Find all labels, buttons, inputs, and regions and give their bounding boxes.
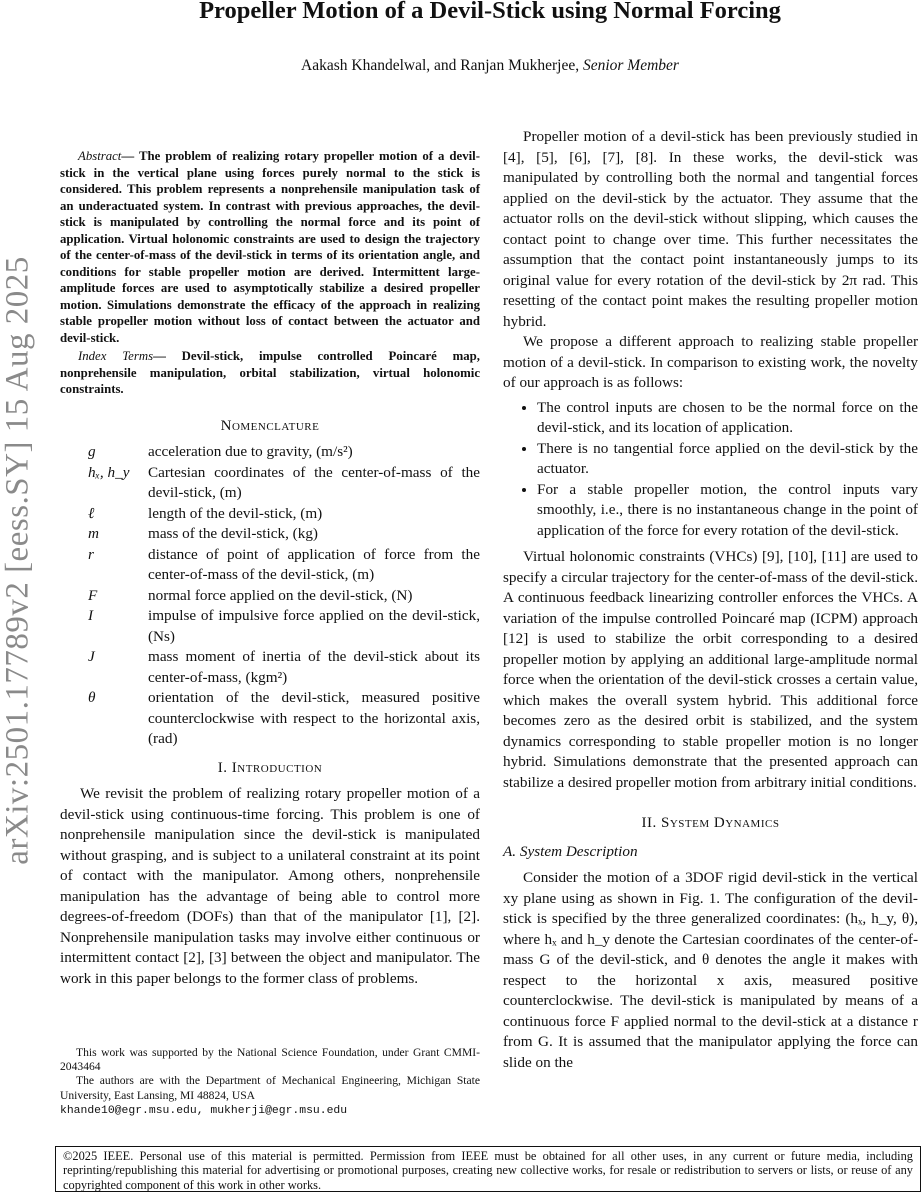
nomenclature-entry: hₓ, h_y Cartesian coordinates of the center-of-mass of the devil-stick, (m) (88, 463, 480, 501)
nomenclature-entry: θ orientation of the devil-stick, measured positive counterclockwise with respect to the horizontal axis, (rad) (88, 689, 480, 747)
system-dynamics-heading: II. System Dynamics (641, 815, 780, 831)
nomenclature-list (60, 442, 480, 750)
nomenclature-entry: I impulse of impulsive force applied on the devil-stick, (Ns) (88, 607, 480, 645)
list-item: • For a stable propeller motion, the control inputs vary smoothly, i.e., there is no instantaneous change in the point of application of the force for every rotation of the devil-stick. (537, 480, 918, 542)
copyright-notice: ©2025 IEEE. Personal use of this material is permitted. Permission from IEEE must be obtained for all other uses, in any current or future media, including reprinting/republishing this material for advertising or promotional purposes, creating new collective works, for resale or redistribution to servers or lists, or reuse of any copyrighted component of this work in other works. (55, 1146, 921, 1192)
author-emails: khande10@egr.msu.edu, mukherji@egr.msu.edu (60, 1104, 348, 1117)
index-terms (60, 348, 480, 398)
intro-paragraph-2: Propeller motion of a devil-stick has been previously studied in [4], [5], [6], [7], [8]. In these works, the devil-stick was manipulated by controlling both the normal and tangential forces applied on the devil-stick by the actuator. They assume that the actuator rolls on the devil-stick without slipping, which causes the contact point to change over time. This further necessitates the assumption that the contact point instantaneously jumps to its original value for every rotation of the devil-stick by 2π rad. This resetting of the contact point makes the resulting propeller motion hybrid. (503, 128, 918, 330)
arxiv-identifier: arXiv:2501.17789v2 [eess.SY] 15 Aug 2025 (0, 255, 36, 865)
affiliation-note: The authors are with the Department of Mechanical Engineering, Michigan State University, East Lansing, MI 48824, USA khande10@egr.msu.edu, mukherji@egr.msu.edu (60, 1074, 480, 1117)
footnotes (60, 1046, 480, 1118)
nomenclature-entry: J mass moment of inertia of the devil-stick about its center-of-mass, (kgm²) (88, 648, 480, 686)
right-column (503, 127, 918, 1073)
author-line (40, 56, 923, 76)
funding-note: This work was supported by the National Science Foundation, under Grant CMMI-2043464 (60, 1046, 480, 1074)
intro-paragraph-1: We revisit the problem of realizing rotary propeller motion of a devil-stick using continuous-time forcing. This problem is one of nonprehensile manipulation since the devil-stick is manipulated without grasping, and is subject to a unilateral constraint at its point of contact with the manipulator. Among others, nonprehensile manipulation has the advantage of being able to control more degrees-of-freedom (DOFs) than that of the manipulator [1], [2]. Nonprehensile manipulation tasks may involve either continuous or intermittent contact [2], [3] between the object and manipulator. The work in this paper belongs to the former class of problems. (60, 785, 480, 987)
paper-title: Propeller Motion of a Devil-Stick using Normal Forcing (199, 0, 781, 24)
nomenclature-entry: F normal force applied on the devil-stick, (N) (88, 586, 413, 604)
subsection-heading: A. System Description (503, 842, 638, 860)
author-role: Senior Member (582, 57, 679, 74)
left-column (60, 148, 480, 989)
nomenclature-entry: m mass of the devil-stick, (kg) (88, 525, 318, 542)
introduction-heading: I. Introduction (217, 759, 323, 776)
nomenclature-heading: Nomenclature (220, 417, 320, 434)
abstract (60, 148, 480, 346)
index-terms-text: — Devil-stick, impulse controlled Poincaré map, nonprehensile manipulation, orbital stabilization, virtual holonomic constraints. (60, 349, 480, 396)
arxiv-sidebar (0, 230, 38, 890)
abstract-label: Abstract (78, 149, 122, 163)
list-item: • There is no tangential force applied on the devil-stick by the actuator. (537, 439, 918, 480)
intro-paragraph-4: Virtual holonomic constraints (VHCs) [9], [10], [11] are used to specify a circular trajectory for the center-of-mass of the devil-stick. A continuous feedback linearizing controller enforces the VHCs. A variation of the impulse controlled Poincaré map (ICPM) approach [12] is used to stabilize the orbit corresponding to a desired propeller motion by applying an additional large-amplitude normal force when the orientation of the devil-stick crosses a certain value, which makes the overall system hybrid. This additional force becomes zero as the desired orbit is stabilized, and the system dynamics corresponding to stable propeller motion is no longer hybrid. Simulations demonstrate that the presented approach can stabilize a desired propeller motion from arbitrary initial conditions. (503, 548, 918, 791)
list-item: • The control inputs are chosen to be the normal force on the devil-stick, and its location of application. (537, 398, 918, 439)
intro-paragraph-3: We propose a different approach to realizing stable propeller motion of a devil-stick. In comparison to existing work, the novelty of our approach is as follows: (503, 333, 918, 391)
nomenclature-entry: r distance of point of application of force from the center-of-mass of the devil-stick, (m) (88, 545, 480, 583)
abstract-text: — The problem of realizing rotary propeller motion of a devil-stick in the vertical plane using forces purely normal to the stick is considered. This problem represents a nonprehensile manipulation task of an underactuated system. In contrast with previous approaches, the devil-stick is manipulated by controlling the normal force and its point of application. Virtual holonomic constraints are used to design the trajectory of the center-of-mass of the devil-stick in terms of its orientation angle, and conditions for stable propeller motion are derived. Intermittent large-amplitude forces are used to asymptotically stabilize a desired propeller motion. Simulations demonstrate the efficacy of the approach in realizing stable propeller motion without loss of contact between the actuator and devil-stick. (60, 149, 480, 345)
index-terms-label: Index Terms (78, 349, 154, 363)
nomenclature-entry: g acceleration due to gravity, (m/s²) (88, 443, 353, 460)
author-names: Aakash Khandelwal, and Ranjan Mukherjee, (301, 57, 583, 74)
novelty-list (503, 398, 918, 542)
nomenclature-entry: ℓ length of the devil-stick, (m) (88, 504, 323, 522)
dynamics-paragraph-1: Consider the motion of a 3DOF rigid devil-stick in the vertical xy plane using as shown in Fig. 1. The configuration of the devil-stick is specified by the three generalized coordinates: (hₓ, h_y, θ), where hₓ and h_y denote the Cartesian coordinates of the center-of-mass G of the devil-stick, and θ denotes the angle it makes with respect to the horizontal x axis, measured positive counterclockwise. The devil-stick is manipulated by means of a continuous force F applied normal to the devil-stick at a distance r from G. It is assumed that the manipulator applying the force can slide on the (503, 869, 918, 1071)
